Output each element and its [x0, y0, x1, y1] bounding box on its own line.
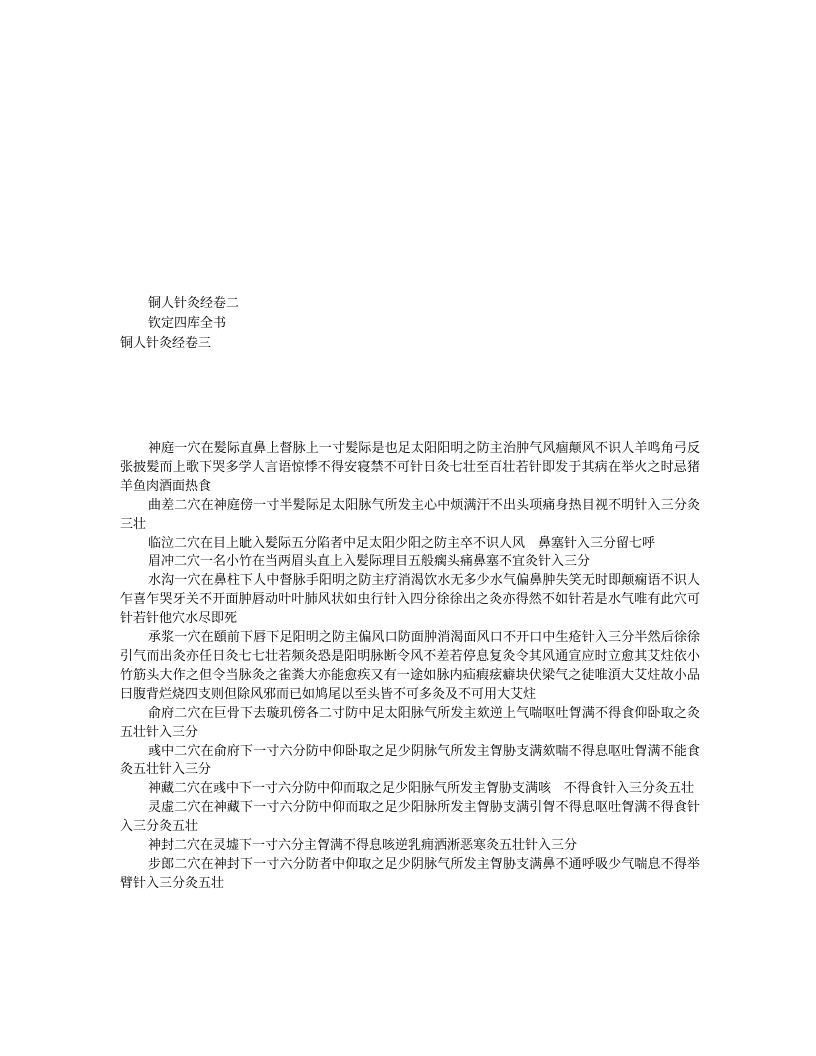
paragraph-bulang: 步郎二穴在神封下一寸六分防者中仰取之足少阴脉气所发主胷胁支满鼻不通呼吸少气喘息不得举臂针入三分灸五壮 — [120, 856, 700, 891]
document-header — [120, 294, 700, 354]
volume-title-2: 铜人针灸经卷二 — [148, 296, 240, 311]
paragraph-meichong: 眉冲二穴一名小竹在当两眉头直上入髪际理目五般瘸头痛鼻塞不宜灸针入三分 — [148, 554, 591, 570]
collection-title: 钦定四库全书 — [148, 316, 227, 331]
paragraph-linqi: 临泣二穴在目上眦入髪际五分陷者中足太阳少阳之防主卒不识人风 鼻塞针入三分留七呼 — [148, 535, 656, 551]
volume-title-3: 铜人针灸经卷三 — [120, 336, 212, 351]
paragraph-shuigou: 水沟一穴在鼻柱下人中督脉手阳明之防主疗消渴饮水无多少水气偏鼻肿失笑无时即颠痫语不识人乍喜乍哭牙关不开面肿唇动叶叶肺风状如虫行针入四分徐徐出之灸亦得然不如针若是水气唯有此穴可针若针他穴水尽即死 — [120, 573, 700, 627]
paragraph-lingxu: 灵虚二穴在神藏下一寸六分防中仰而取之足少阳脉所发主胷胁支满引胷不得息呕吐胷满不得食针入三分灸五壮 — [120, 800, 700, 835]
paragraph-qucha: 曲差二穴在神庭傍一寸半髪际足太阳脉气所发主心中烦满汗不出头项痛身热目视不明针入三分灸三壮 — [120, 497, 700, 532]
paragraph-chengjiang: 承浆一穴在頤前下唇下足阳明之防主偏风口防面肿消渴面风口不开口中生疮针入三分半然后徐徐引气而出灸亦任日灸七七壮若频灸恐是阳明脉断令风不差若停息复灸令其风通宣应时立愈其艾炷依小竹筋头大作之但令当脉灸之雀粪大亦能愈疾又有一途如脉内疝瘕痃癖块伏梁气之徒唯湏大艾炷故小品曰腹背烂烧四支则但除风邪而已如鸠尾以至头皆不可多灸及不可用大艾炷 — [120, 630, 700, 702]
body-text — [120, 440, 700, 894]
paragraph-shufu: 俞府二穴在巨骨下去璇玑傍各二寸防中足太阳脉气所发主欬逆上气喘呕吐胷满不得食仰卧取之灸五壮针入三分 — [120, 705, 700, 740]
paragraph-shencang: 神藏二穴在彧中下一寸六分防中仰而取之足少阳脉气所发主胷胁支满咳 不得食针入三分灸五壮 — [148, 781, 695, 797]
paragraph-shenfeng: 神封二穴在灵墟下一寸六分主胷满不得息咳逆乳痈洒淅恶寒灸五壮针入三分 — [148, 838, 578, 854]
paragraph-shenting: 神庭一穴在髪际直鼻上督脉上一寸髪际是也足太阳阳明之防主治肿气风痼颠风不识人羊鸣角弓反张披髪而上歌下哭多学人言语惊悸不得安寝禁不可针日灸七壮至百壮若针即发于其病在举火之时忌猪羊鱼肉酒面热食 — [120, 441, 700, 494]
paragraph-yuzhong: 彧中二穴在俞府下一寸六分防中仰卧取之足少阴脉气所发主胷胁支满欬喘不得息呕吐胷满不能食灸五壮针入三分 — [120, 743, 700, 778]
